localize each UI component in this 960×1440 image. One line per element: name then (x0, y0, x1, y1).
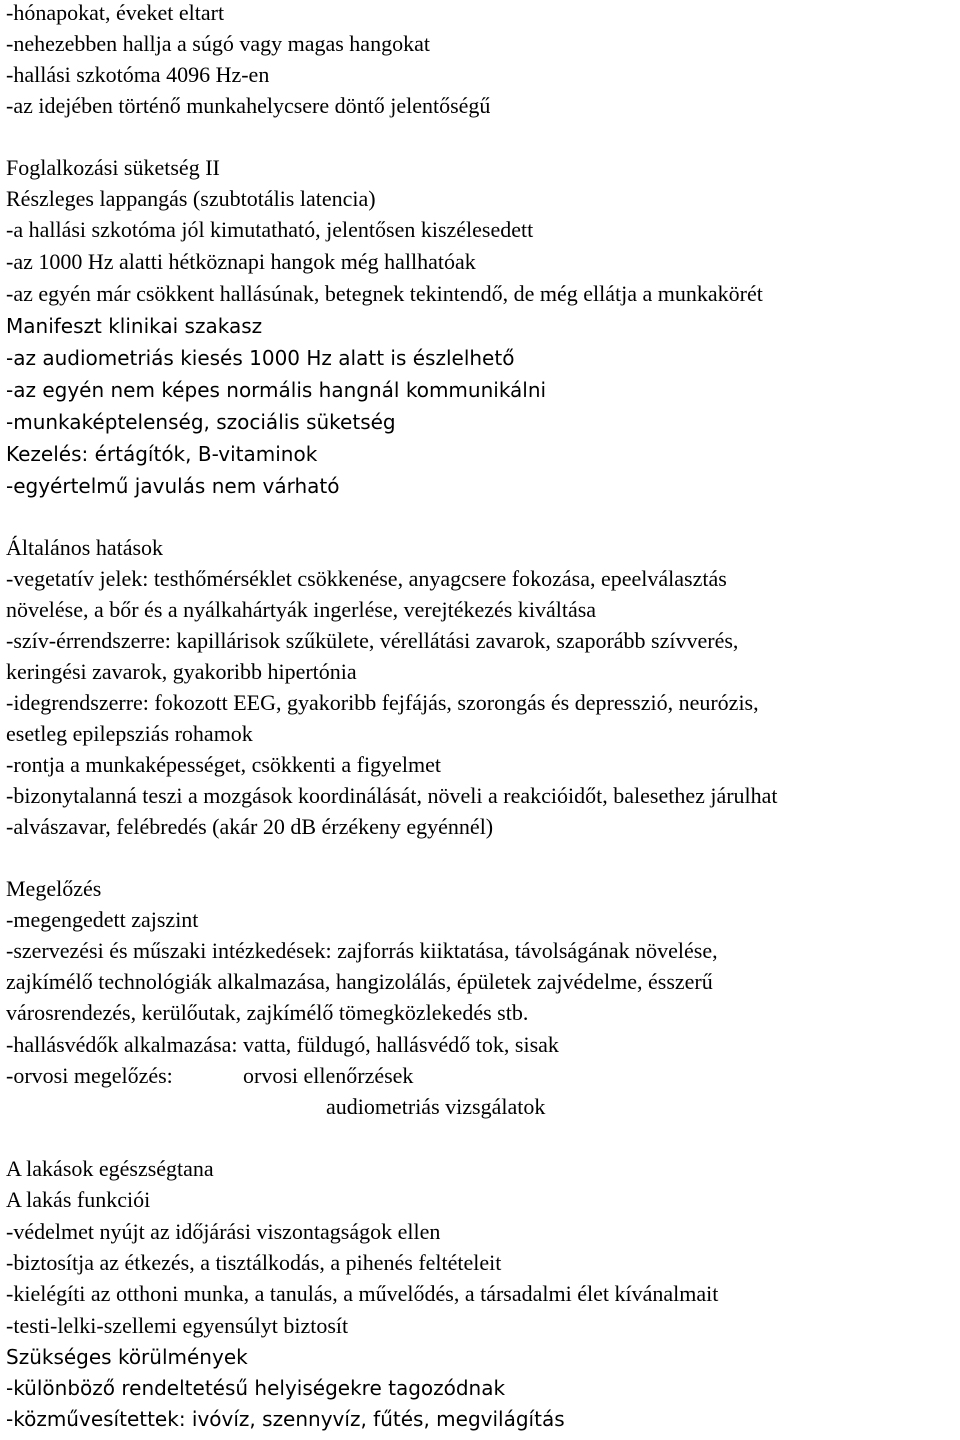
text-line: audiometriás vizsgálatok (326, 1094, 546, 1119)
text-line: orvosi ellenőrzések (243, 1063, 414, 1088)
text-line: -kielégíti az otthoni munka, a tanulás, a művelődés, a társadalmi élet kívánalmait (6, 1281, 719, 1306)
text-line: -munkaképtelenség, szociális süketség (6, 410, 396, 434)
text-line: -egyértelmű javulás nem várható (6, 474, 340, 498)
text-line: -az 1000 Hz alatti hétköznapi hangok még hallhatóak (6, 249, 476, 274)
section-heading: Foglalkozási süketség II (6, 155, 220, 180)
text-line: Részleges lappangás (szubtotális latencia) (6, 186, 376, 211)
section-heading: A lakások egészségtana (6, 1156, 214, 1181)
text-line: -vegetatív jelek: testhőmérséklet csökkenése, anyagcsere fokozása, epeelválasztás (6, 566, 727, 591)
text-line: -közművesítettek: ivóvíz, szennyvíz, fűtés, megvilágítás (6, 1407, 565, 1431)
text-line: -alvászavar, felébredés (akár 20 dB érzékeny egyénnél) (6, 814, 494, 839)
text-line: -az idejében történő munkahelycsere döntő jelentőségű (6, 93, 491, 118)
text-line: -testi-lelki-szellemi egyensúlyt biztosít (6, 1313, 349, 1338)
text-line: -hónapokat, éveket eltart (6, 0, 225, 25)
text-line: -rontja a munkaképességet, csökkenti a figyelmet (6, 752, 441, 777)
document-page (6, 0, 958, 1440)
text-line: esetleg epilepsziás rohamok (6, 721, 253, 746)
text-line: Kezelés: értágítók, B-vitaminok (6, 442, 318, 466)
text-line: -nehezebben hallja a súgó vagy magas hangokat (6, 31, 430, 56)
text-line: -szív-érrendszerre: kapillárisok szűkülete, vérellátási zavarok, szaporább szívverés, (6, 628, 739, 653)
text-line: -orvosi megelőzés: (6, 1063, 173, 1088)
text-line: -az egyén nem képes normális hangnál kommunikálni (6, 378, 547, 402)
text-line: növelése, a bőr és a nyálkahártyák ingerlése, verejtékezés kiváltása (6, 597, 597, 622)
section-heading: Megelőzés (6, 876, 102, 901)
text-line: zajkímélő technológiák alkalmazása, hangizolálás, épületek zajvédelme, ésszerű (6, 969, 713, 994)
text-line: A lakás funkciói (6, 1187, 151, 1212)
text-line: városrendezés, kerülőutak, zajkímélő tömegközlekedés stb. (6, 1000, 529, 1025)
text-line: -szervezési és műszaki intézkedések: zajforrás kiiktatása, távolságának növelése, (6, 938, 718, 963)
text-line: -az egyén már csökkent hallásúnak, betegnek tekintendő, de még ellátja a munkakörét (6, 281, 763, 306)
text-line: -hallási szkotóma 4096 Hz-en (6, 62, 270, 87)
text-line: -védelmet nyújt az időjárási viszontagságok ellen (6, 1219, 441, 1244)
text-line: -biztosítja az étkezés, a tisztálkodás, a pihenés feltételeit (6, 1250, 502, 1275)
text-line: -a hallási szkotóma jól kimutatható, jelentősen kiszélesedett (6, 217, 534, 242)
text-line: -bizonytalanná teszi a mozgások koordinálását, növeli a reakcióidőt, balesethez járulhat (6, 783, 778, 808)
text-line: -idegrendszerre: fokozott EEG, gyakoribb fejfájás, szorongás és depresszió, neurózis, (6, 690, 759, 715)
text-line: -megengedett zajszint (6, 907, 199, 932)
text-line: -különböző rendeltetésű helyiségekre tagozódnak (6, 1376, 506, 1400)
text-line: keringési zavarok, gyakoribb hipertónia (6, 659, 357, 684)
section-heading: Általános hatások (6, 535, 164, 560)
text-line: Manifeszt klinikai szakasz (6, 314, 263, 338)
text-line: Szükséges körülmények (6, 1345, 248, 1369)
text-line: -hallásvédők alkalmazása: vatta, füldugó, hallásvédő tok, sisak (6, 1032, 559, 1057)
text-line: -az audiometriás kiesés 1000 Hz alatt is észlelhető (6, 346, 515, 370)
